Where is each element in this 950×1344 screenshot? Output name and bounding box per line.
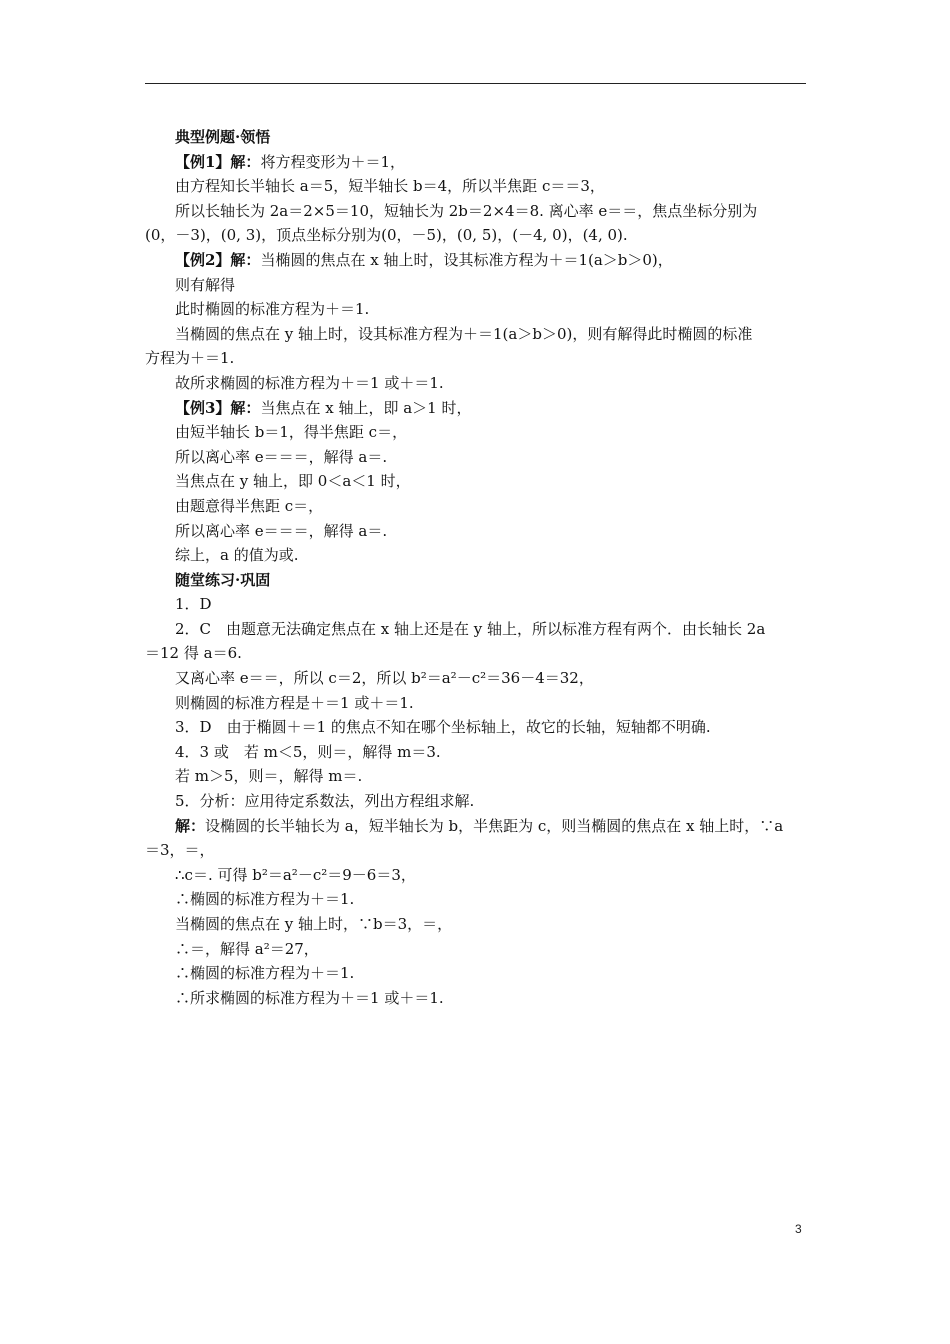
text-line [145, 199, 810, 224]
section-heading [145, 125, 810, 150]
line-text: ∴＝，解得 a²＝27， [175, 939, 319, 958]
line-text: ∴c＝. 可得 b²＝a²－c²＝9－6＝3， [175, 865, 416, 884]
line-text: 4．3 或 若 m＜5，则＝，解得 m＝3. [175, 742, 441, 761]
line-text: 设椭圆的长半轴长为 a，短半轴长为 b，半焦距为 c，则当椭圆的焦点在 x 轴上时，∵a [205, 816, 784, 835]
line-text: ＝12 得 a＝6. [145, 644, 242, 663]
line-text: 当椭圆的焦点在 y 轴上时，∵b＝3，＝， [175, 915, 453, 933]
text-line [145, 322, 810, 347]
text-line [145, 641, 810, 666]
text-line [145, 273, 810, 298]
line-text: 又离心率 e＝＝，所以 c＝2，所以 b²＝a²－c²＝36－4＝32， [175, 669, 594, 688]
text-line [145, 838, 810, 863]
line-text: ∴所求椭圆的标准方程为＋＝1 或＋＝1. [175, 988, 444, 1007]
text-line [145, 666, 810, 691]
example-label: 【例3】解： [175, 398, 261, 417]
line-text: 则椭圆的标准方程是＋＝1 或＋＝1. [175, 693, 414, 712]
line-text: 5．分析：应用待定系数法，列出方程组求解. [175, 792, 475, 811]
line-text: 3．D 由于椭圆＋＝1 的焦点不知在哪个坐标轴上，故它的长轴，短轴都不明确. [175, 718, 711, 737]
text-line [145, 863, 810, 888]
line-text: 当焦点在 x 轴上，即 a＞1 时， [260, 398, 472, 417]
line-text: 综上，a 的值为或. [175, 546, 299, 565]
line-text: ∴椭圆的标准方程为＋＝1. [175, 964, 355, 983]
line-text: 典型例题·领悟 [175, 128, 271, 146]
example-label: 【例1】解： [175, 152, 261, 171]
text-line [145, 420, 810, 445]
line-text: 此时椭圆的标准方程为＋＝1. [175, 300, 370, 319]
line-text: 所以离心率 e＝＝＝，解得 a＝. [175, 447, 388, 466]
line-text: 将方程变形为＋＝1， [260, 152, 405, 171]
text-line [145, 543, 810, 568]
line-text: 当焦点在 y 轴上，即 0＜a＜1 时， [175, 472, 411, 491]
text-line [145, 789, 810, 814]
document-body [145, 125, 810, 1010]
text-line [145, 617, 810, 642]
line-text: 若 m＞5，则＝，解得 m＝. [175, 767, 363, 786]
text-line [145, 961, 810, 986]
text-line [145, 469, 810, 494]
line-text: 1．D [175, 595, 212, 614]
text-line [145, 297, 810, 322]
text-line [145, 912, 810, 937]
line-text: 所以离心率 e＝＝＝，解得 a＝. [175, 521, 388, 540]
line-text: 当椭圆的焦点在 y 轴上时，设其标准方程为＋＝1(a＞b＞0)，则有解得此时椭圆的标准 [175, 324, 753, 343]
text-line [145, 814, 810, 839]
page-number: 3 [795, 1222, 802, 1236]
example-label: 【例2】解： [175, 250, 261, 269]
text-line [145, 248, 810, 273]
text-line [145, 174, 810, 199]
text-line [145, 764, 810, 789]
text-line [145, 371, 810, 396]
text-line [145, 445, 810, 470]
line-text: 由方程知长半轴长 a＝5，短半轴长 b＝4，所以半焦距 c＝＝3， [175, 177, 605, 196]
line-text: 故所求椭圆的标准方程为＋＝1 或＋＝1. [175, 373, 444, 392]
line-text: ∴椭圆的标准方程为＋＝1. [175, 890, 355, 909]
text-line [145, 223, 810, 248]
text-line [145, 592, 810, 617]
line-text: 所以长轴长为 2a＝2×5＝10，短轴长为 2b＝2×4＝8. 离心率 e＝＝，焦点坐标分别为 [175, 201, 758, 220]
text-line [145, 740, 810, 765]
text-line [145, 986, 810, 1011]
line-text: 则有解得 [175, 275, 236, 294]
line-text: 由短半轴长 b＝1，得半焦距 c＝， [175, 423, 408, 442]
text-line [145, 887, 810, 912]
text-line [145, 715, 810, 740]
text-line [145, 494, 810, 519]
line-text: 随堂练习·巩固 [175, 570, 271, 589]
text-line [145, 150, 810, 175]
line-text: 当椭圆的焦点在 x 轴上时，设其标准方程为＋＝1(a＞b＞0)， [260, 250, 673, 269]
example-label: 解： [175, 816, 206, 835]
line-text: 2．C 由题意无法确定焦点在 x 轴上还是在 y 轴上，所以标准方程有两个．由长轴长 2a [175, 619, 766, 638]
text-line [145, 346, 810, 371]
text-line [145, 937, 810, 962]
line-text: ＝3，＝， [145, 841, 215, 860]
text-line [145, 691, 810, 716]
section-heading [145, 568, 810, 593]
line-text: 方程为＋＝1. [145, 349, 235, 368]
header-rule [145, 83, 806, 84]
line-text: 由题意得半焦距 c＝， [175, 496, 324, 515]
text-line [145, 396, 810, 421]
text-line [145, 519, 810, 544]
line-text: (0，－3)，(0, 3)，顶点坐标分别为(0，－5)，(0, 5)，(－4, 0)，(4, 0). [145, 226, 628, 245]
